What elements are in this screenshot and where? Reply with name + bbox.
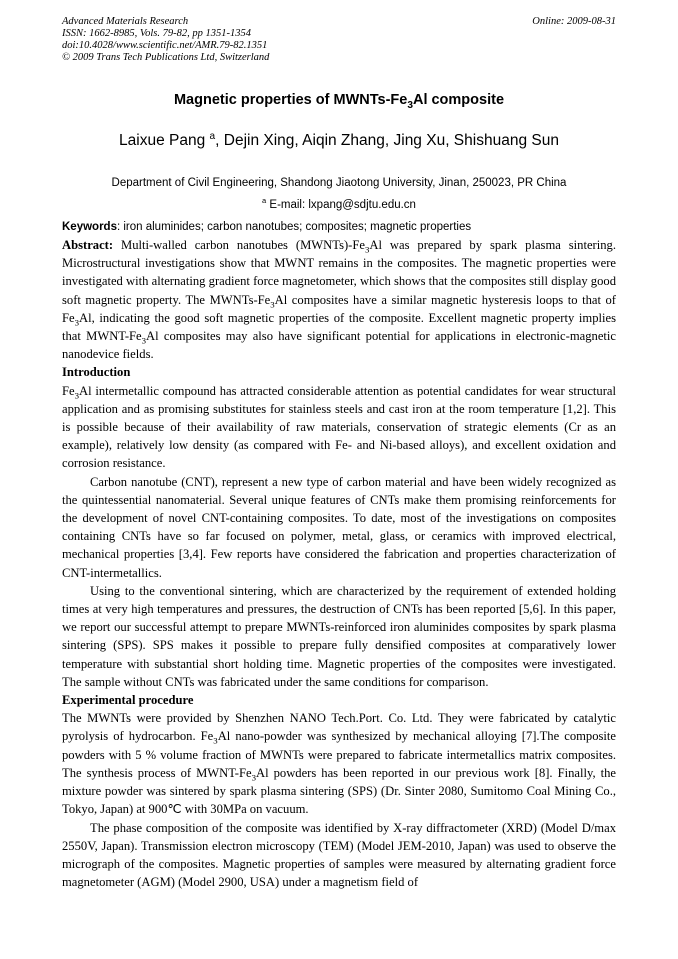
experimental-paragraph-2: The phase composition of the composite was identified by X-ray diffractometer (XRD) (Model D/max 2550V, Japan). Transmission electron microscopy (TEM) (Model JEM-2010, Japan) was used to observe the micrograph of the composites. Magnetic properties of samples were measured by alternating gradient force magnetometer (AGM) (Model 2900, USA) under a magnetism field of <box>62 820 616 890</box>
subscript: 3 <box>251 772 256 783</box>
author-rest: , Dejin Xing, Aiqin Zhang, Jing Xu, Shishuang Sun <box>215 132 559 149</box>
author-superscript: a <box>209 130 216 142</box>
journal-header <box>62 16 616 64</box>
intro-paragraph-2: Carbon nanotube (CNT), represent a new type of carbon material and have been widely recognized as the quintessential nanomaterial. Several unique features of CNTs make them promising reinforcements for the development of novel CNT-containing composites. To date, most of the investigations on composites containing CNTs have so far focused on polymer, metal, glass, or ceramics with improved electrical, mechanical properties [3,4]. Few reports have considered the fabrication and properties characterization of CNT-intermetallics. <box>62 474 616 580</box>
abstract-text: Al composites have a similar magnetic hysteresis loops to that of Fe <box>62 292 617 325</box>
title-subscript: 3 <box>407 99 413 111</box>
subscript: 3 <box>141 335 147 346</box>
section-heading-introduction: Introduction <box>62 365 131 380</box>
subscript: 3 <box>364 244 370 255</box>
email-superscript: a <box>262 196 267 206</box>
title-text-1: Magnetic properties of MWNTs-Fe <box>173 92 408 108</box>
keywords <box>62 220 616 235</box>
abstract-text: Al was prepared by spark plasma sintering. Microstructural investigations show that MWNT remains in the composites. The magnetic properties were investigated with alternating gradient force magnetometer, which shows that the composites still display good soft magnetic property. The MWNTs-Fe <box>62 238 616 307</box>
abstract-text: Multi-walled carbon nanotubes (MWNTs)-Fe <box>113 238 365 252</box>
intro-paragraph-3: Using to the conventional sintering, which are characterized by the requirement of extended holding times at very high temperatures and pressures, the destruction of CNTs has been reported [5,6]. In this paper, we report our successful attempt to prepare MWNTs-reinforced iron aluminides composites by spark plasma sintering (SPS). SPS makes it possible to prepare fully densified composites at comparatively lower temperature with substantial short holding time. Magnetic properties of the composites were investigated. The sample without CNTs was fabricated under the same conditions for comparison. <box>62 583 616 689</box>
paper-body <box>62 236 616 891</box>
subscript: 3 <box>213 736 218 746</box>
journal-issn: ISSN: 1662-8985, Vols. 79-82, pp 1351-1354 <box>62 28 251 39</box>
keywords-text: : iron aluminides; carbon nanotubes; composites; magnetic properties <box>116 221 472 233</box>
subscript: 3 <box>74 317 79 328</box>
abstract-text: Al composites may also have significant potential for applications in electronic-magnetic nanodevice fields. <box>62 329 616 362</box>
email-line <box>0 196 678 211</box>
author-list <box>0 132 678 150</box>
paper-title <box>0 92 678 111</box>
paragraph-text: Al intermetallic compound has attracted considerable attention as potential candidates for wear structural application and as promising substitutes for stainless steels and cast iron at the room temperature [1,2]. This is possible because of their availability of raw materials, conservation of strategic elements (Cr as an example), relatively low density (as compared with Fe- and Ni-based alloys), and excellent oxidation and corrosion resistance. <box>62 383 616 471</box>
intro-paragraph-1 <box>62 382 616 473</box>
paragraph-text: The MWNTs were provided by Shenzhen NANO Tech.Port. Co. Ltd. They were fabricated by catalytic pyrolysis of hydrocarbon. Fe <box>62 711 616 744</box>
subscript: 3 <box>74 390 79 401</box>
journal-copyright: © 2009 Trans Tech Publications Ltd, Switzerland <box>62 52 270 63</box>
online-date: Online: 2009-08-31 <box>532 16 616 27</box>
author-first: Laixue Pang <box>119 132 210 149</box>
journal-doi: doi:10.4028/www.scientific.net/AMR.79-82.1351 <box>62 40 268 51</box>
email-text: E-mail: lxpang@sdjtu.edu.cn <box>266 199 416 211</box>
abstract-label: Abstract: <box>62 238 114 252</box>
paragraph-text: Al powders has been reported in our previous work [8]. Finally, the mixture powder was sintered by spark plasma sintering (SPS) (Dr. Sinter 2080, Sumitomo Coal Mining Co., Tokyo, Japan) at 900℃ with 30MPa on vacuum. <box>62 765 617 817</box>
section-heading-experimental: Experimental procedure <box>62 693 194 708</box>
title-text-2: Al composite <box>412 92 505 108</box>
journal-name: Advanced Materials Research <box>62 16 189 27</box>
paragraph-text: Al nano-powder was synthesized by mechanical alloying [7].The composite powders with 5 % volume fraction of MWNTs were prepared to fabricate intermetallics matrix composites. The synthesis process of MWNT-Fe <box>62 729 616 780</box>
affiliation: Department of Civil Engineering, Shandong Jiaotong University, Jinan, 250023, PR China <box>111 177 567 189</box>
subscript: 3 <box>270 299 275 310</box>
paragraph-text: Fe <box>62 383 75 398</box>
experimental-paragraph-1 <box>62 709 616 818</box>
abstract-text: Al, indicating the good soft magnetic properties of the composite. Excellent magnetic property implies that MWNT-Fe <box>62 310 616 344</box>
keywords-label: Keywords <box>62 221 117 233</box>
abstract <box>62 236 616 363</box>
